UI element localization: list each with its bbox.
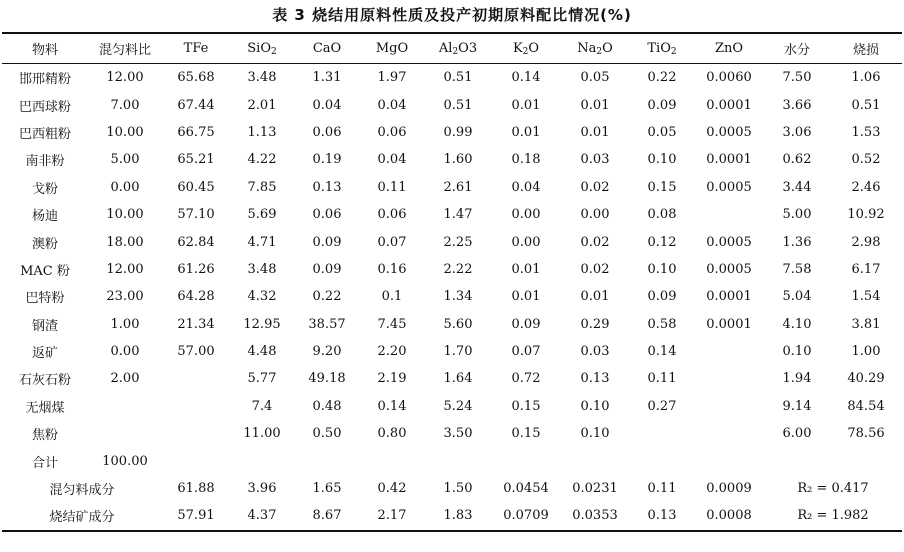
value-cell: [764, 447, 830, 474]
value-cell: [694, 447, 764, 474]
value-cell: [694, 393, 764, 420]
value-cell: 7.50: [782, 70, 812, 86]
value-cell: 2.25: [443, 234, 473, 250]
table-row: [2, 119, 902, 146]
column-header-main: TiO: [647, 40, 671, 56]
value-cell: 60.45: [177, 179, 215, 195]
table-row: [2, 393, 902, 420]
column-header-subscript: 2: [596, 46, 603, 57]
value-cell: 4.10: [782, 316, 812, 332]
value-cell: 0.09: [647, 97, 677, 113]
value-cell: 10.00: [106, 207, 144, 223]
summary-value-cell: 8.67: [312, 508, 342, 524]
value-cell: 5.00: [110, 152, 140, 168]
value-cell: 23.00: [106, 289, 144, 305]
column-header-subscript: 2: [452, 46, 459, 57]
value-cell: [230, 447, 294, 474]
column-header: [360, 33, 424, 64]
column-header-tail: O3: [458, 40, 478, 56]
material-name-cell: 返矿: [31, 346, 58, 362]
value-cell: 4.71: [247, 234, 277, 250]
value-cell: 0.00: [580, 207, 610, 223]
value-cell: 0.72: [511, 371, 541, 387]
column-header-main: 水分: [783, 43, 810, 58]
summary-value-cell: 0.0008: [706, 508, 752, 524]
column-header-main: K: [512, 40, 523, 56]
value-cell: 0.14: [377, 398, 407, 414]
value-cell: 65.68: [177, 70, 215, 86]
value-cell: 3.50: [443, 426, 473, 442]
value-cell: 0.15: [511, 426, 541, 442]
value-cell: 0.0001: [706, 97, 752, 113]
value-cell: 9.14: [782, 398, 812, 414]
column-header: [764, 33, 830, 64]
table-row: [2, 91, 902, 118]
summary-value-cell: 1.50: [443, 481, 473, 497]
column-header-main: 烧损: [852, 43, 879, 58]
summary-row: [2, 475, 902, 502]
value-cell: 9.20: [312, 344, 342, 360]
value-cell: 3.48: [247, 261, 277, 277]
value-cell: 0.04: [312, 97, 342, 113]
value-cell: 1.00: [110, 316, 140, 332]
value-cell: 0.12: [647, 234, 677, 250]
summary-value-cell: 2.17: [377, 508, 407, 524]
value-cell: [162, 365, 230, 392]
value-cell: 12.00: [106, 70, 144, 86]
value-cell: 0.15: [511, 398, 541, 414]
table-body: [2, 64, 902, 531]
column-header: [492, 33, 560, 64]
value-cell: 5.24: [443, 398, 473, 414]
value-cell: 3.66: [782, 97, 812, 113]
value-cell: 11.00: [243, 426, 281, 442]
value-cell: 12.95: [243, 316, 281, 332]
value-cell: [560, 447, 630, 474]
value-cell: 10.00: [106, 124, 144, 140]
column-header-main: ZnO: [714, 41, 744, 56]
summary-value-cell: 4.37: [247, 508, 277, 524]
value-cell: 0.11: [377, 179, 407, 195]
value-cell: 0.13: [580, 371, 610, 387]
value-cell: [630, 420, 694, 447]
value-cell: 1.97: [377, 70, 407, 86]
material-name-cell: 巴西粗粉: [18, 126, 71, 142]
value-cell: 57.10: [177, 207, 215, 223]
value-cell: 0.01: [580, 124, 610, 140]
value-cell: 0.07: [377, 234, 407, 250]
column-header-main: SiO: [247, 40, 271, 56]
table-row: [2, 365, 902, 392]
column-header-tail: O: [528, 40, 540, 56]
column-header: [630, 33, 694, 64]
material-name-cell: MAC 粉: [20, 263, 70, 279]
value-cell: 0.0001: [706, 316, 752, 332]
value-cell: 0.0001: [706, 152, 752, 168]
summary-label: 混匀料成分: [49, 483, 115, 499]
column-header: [294, 33, 360, 64]
value-cell: 3.06: [782, 124, 812, 140]
basicity-r2-cell: R₂ = 0.417: [797, 481, 869, 497]
table-row: [2, 146, 902, 173]
column-header-main: 混匀料比: [98, 43, 151, 58]
value-cell: 0.0005: [706, 261, 752, 277]
value-cell: 4.48: [247, 344, 277, 360]
material-name-cell: 巴特粉: [25, 291, 65, 307]
table-row: [2, 201, 902, 228]
summary-value-cell: 0.0353: [572, 508, 618, 524]
value-cell: [630, 447, 694, 474]
value-cell: 40.29: [847, 371, 885, 387]
summary-value-cell: 0.0454: [503, 481, 549, 497]
column-header-main: TFe: [183, 41, 209, 56]
value-cell: 0.51: [443, 70, 473, 86]
summary-label: 烧结矿成分: [49, 510, 115, 526]
value-cell: 0.62: [782, 152, 812, 168]
summary-value-cell: 0.11: [647, 481, 677, 497]
value-cell: 1.36: [782, 234, 812, 250]
value-cell: 21.34: [177, 316, 215, 332]
value-cell: [88, 420, 162, 447]
value-cell: 0.99: [443, 124, 473, 140]
value-cell: 61.26: [177, 261, 215, 277]
column-header-main: 物料: [31, 43, 58, 58]
value-cell: 64.28: [177, 289, 215, 305]
value-cell: 0.03: [580, 344, 610, 360]
column-header-tail: O: [602, 40, 613, 56]
summary-value-cell: 0.42: [377, 481, 407, 497]
summary-value-cell: 3.96: [247, 481, 277, 497]
value-cell: 65.21: [177, 152, 215, 168]
value-cell: 5.00: [782, 207, 812, 223]
value-cell: 1.64: [443, 371, 473, 387]
material-name-cell: 杨迪: [31, 209, 58, 225]
value-cell: 0.10: [580, 426, 610, 442]
value-cell: 5.60: [443, 316, 473, 332]
value-cell: [492, 447, 560, 474]
value-cell: [294, 447, 360, 474]
value-cell: 0.05: [580, 70, 610, 86]
value-cell: 0.58: [647, 316, 677, 332]
value-cell: 0.80: [377, 426, 407, 442]
value-cell: 0.16: [377, 261, 407, 277]
raw-materials-table: [2, 32, 902, 532]
value-cell: 38.57: [308, 316, 346, 332]
value-cell: 1.06: [851, 70, 881, 86]
summary-row: [2, 502, 902, 530]
value-cell: 1.00: [851, 344, 881, 360]
value-cell: 2.20: [377, 344, 407, 360]
value-cell: 0.0005: [706, 179, 752, 195]
value-cell: 49.18: [308, 371, 346, 387]
value-cell: 1.94: [782, 371, 812, 387]
column-header-main: Al: [438, 40, 453, 56]
material-name-cell: 无烟煤: [25, 400, 65, 416]
value-cell: 0.01: [511, 124, 541, 140]
value-cell: 0.15: [647, 179, 677, 195]
value-cell: 67.44: [177, 97, 215, 113]
value-cell: 18.00: [106, 234, 144, 250]
value-cell: 2.19: [377, 371, 407, 387]
value-cell: 0.0001: [706, 289, 752, 305]
value-cell: [162, 447, 230, 474]
column-header-main: MgO: [375, 41, 409, 56]
material-name-cell: 钢渣: [31, 318, 58, 334]
material-name-cell: 石灰石粉: [18, 373, 71, 389]
column-header: [88, 33, 162, 64]
value-cell: 7.58: [782, 261, 812, 277]
value-cell: [162, 420, 230, 447]
value-cell: 0.08: [647, 207, 677, 223]
value-cell: 3.48: [247, 70, 277, 86]
value-cell: 0.04: [377, 152, 407, 168]
value-cell: 1.47: [443, 207, 473, 223]
summary-value-cell: 1.65: [312, 481, 342, 497]
value-cell: [694, 201, 764, 228]
value-cell: 12.00: [106, 261, 144, 277]
value-cell: 6.17: [851, 261, 881, 277]
table-title: 表 3 烧结用原料性质及投产初期原料配比情况(%): [272, 6, 632, 24]
material-name-cell: 邯邢精粉: [18, 72, 71, 88]
table-row: [2, 174, 902, 201]
value-cell: 84.54: [847, 398, 885, 414]
column-header-subscript: 2: [522, 46, 529, 57]
value-cell: 0.1: [381, 289, 403, 305]
basicity-r2-cell: R₂ = 1.982: [797, 508, 869, 524]
column-header: [2, 33, 88, 64]
value-cell: 4.32: [247, 289, 277, 305]
value-cell: 0.50: [312, 426, 342, 442]
value-cell: 3.44: [782, 179, 812, 195]
value-cell: 5.77: [247, 371, 277, 387]
column-header: [424, 33, 492, 64]
value-cell: 78.56: [847, 426, 885, 442]
summary-value-cell: 1.83: [443, 508, 473, 524]
value-cell: 57.00: [177, 344, 215, 360]
value-cell: 0.48: [312, 398, 342, 414]
value-cell: 0.06: [377, 124, 407, 140]
material-name-cell: 合计: [31, 455, 58, 471]
material-name-cell: 澳粉: [31, 236, 58, 252]
value-cell: 2.61: [443, 179, 473, 195]
value-cell: 7.45: [377, 316, 407, 332]
value-cell: 0.0005: [706, 124, 752, 140]
value-cell: 0.09: [312, 234, 342, 250]
value-cell: 0.04: [511, 179, 541, 195]
summary-value-cell: 0.0231: [572, 481, 618, 497]
value-cell: 1.53: [851, 124, 881, 140]
value-cell: 5.04: [782, 289, 812, 305]
value-cell: 0.10: [580, 398, 610, 414]
value-cell: 7.85: [247, 179, 277, 195]
value-cell: [694, 338, 764, 365]
summary-value-cell: 0.0709: [503, 508, 549, 524]
value-cell: 0.27: [647, 398, 677, 414]
value-cell: 0.01: [580, 97, 610, 113]
value-cell: 0.52: [851, 152, 881, 168]
value-cell: 0.02: [580, 261, 610, 277]
value-cell: 0.00: [110, 179, 140, 195]
value-cell: 0.06: [312, 124, 342, 140]
value-cell: 0.0005: [706, 234, 752, 250]
value-cell: 1.70: [443, 344, 473, 360]
value-cell: [694, 420, 764, 447]
header-row: [2, 33, 902, 64]
table-row: [2, 447, 902, 474]
value-cell: 0.09: [647, 289, 677, 305]
summary-value-cell: 61.88: [177, 481, 215, 497]
value-cell: [88, 393, 162, 420]
value-cell: 4.22: [247, 152, 277, 168]
value-cell: 0.01: [580, 289, 610, 305]
material-name-cell: 焦粉: [31, 428, 58, 444]
value-cell: [162, 393, 230, 420]
value-cell: 0.10: [647, 261, 677, 277]
value-cell: 0.00: [511, 207, 541, 223]
column-header-main: CaO: [312, 41, 342, 56]
value-cell: 2.46: [851, 179, 881, 195]
table-row: [2, 420, 902, 447]
value-cell: 66.75: [177, 124, 215, 140]
value-cell: 7.4: [251, 398, 273, 414]
value-cell: 0.10: [782, 344, 812, 360]
value-cell: 0.22: [647, 70, 677, 86]
value-cell: 5.69: [247, 207, 277, 223]
value-cell: 2.00: [110, 371, 140, 387]
value-cell: [830, 447, 902, 474]
value-cell: 2.98: [851, 234, 881, 250]
table-row: [2, 311, 902, 338]
value-cell: 0.04: [377, 97, 407, 113]
column-header: [162, 33, 230, 64]
summary-value-cell: 57.91: [177, 508, 215, 524]
value-cell: 0.06: [312, 207, 342, 223]
value-cell: 10.92: [847, 207, 885, 223]
value-cell: 0.03: [580, 152, 610, 168]
column-header-subscript: 2: [670, 46, 677, 57]
value-cell: 0.14: [647, 344, 677, 360]
value-cell: 1.60: [443, 152, 473, 168]
value-cell: 0.01: [511, 289, 541, 305]
value-cell: 100.00: [102, 453, 148, 469]
value-cell: 1.34: [443, 289, 473, 305]
value-cell: 0.09: [511, 316, 541, 332]
value-cell: 0.19: [312, 152, 342, 168]
value-cell: 0.01: [511, 97, 541, 113]
value-cell: [694, 365, 764, 392]
column-header: [230, 33, 294, 64]
value-cell: 2.01: [247, 97, 277, 113]
value-cell: 0.13: [312, 179, 342, 195]
value-cell: 0.10: [647, 152, 677, 168]
value-cell: 0.09: [312, 261, 342, 277]
value-cell: 6.00: [782, 426, 812, 442]
table-row: [2, 283, 902, 310]
value-cell: 0.0060: [706, 70, 752, 86]
value-cell: 0.18: [511, 152, 541, 168]
value-cell: 1.54: [851, 289, 881, 305]
value-cell: 0.00: [511, 234, 541, 250]
value-cell: 62.84: [177, 234, 215, 250]
value-cell: 0.00: [110, 344, 140, 360]
material-name-cell: 巴西球粉: [18, 99, 71, 115]
value-cell: 7.00: [110, 97, 140, 113]
material-name-cell: 南非粉: [25, 154, 65, 170]
column-header: [560, 33, 630, 64]
value-cell: 0.02: [580, 179, 610, 195]
value-cell: 1.31: [312, 70, 342, 86]
value-cell: [424, 447, 492, 474]
table-row: [2, 338, 902, 365]
summary-value-cell: 0.13: [647, 508, 677, 524]
value-cell: 0.51: [851, 97, 881, 113]
value-cell: 3.81: [851, 316, 881, 332]
value-cell: 0.14: [511, 70, 541, 86]
column-header: [694, 33, 764, 64]
value-cell: 0.29: [580, 316, 610, 332]
material-name-cell: 戈粉: [31, 181, 58, 197]
column-header-main: Na: [577, 40, 597, 56]
table-row: [2, 256, 902, 283]
value-cell: 0.11: [647, 371, 677, 387]
column-header-subscript: 2: [271, 46, 277, 57]
value-cell: 0.07: [511, 344, 541, 360]
value-cell: 2.22: [443, 261, 473, 277]
column-header: [830, 33, 902, 64]
value-cell: 0.01: [511, 261, 541, 277]
value-cell: 0.22: [312, 289, 342, 305]
value-cell: 0.05: [647, 124, 677, 140]
value-cell: 1.13: [247, 124, 277, 140]
table-row: [2, 64, 902, 92]
value-cell: 0.02: [580, 234, 610, 250]
value-cell: 0.06: [377, 207, 407, 223]
summary-value-cell: 0.0009: [706, 481, 752, 497]
table-header: [2, 33, 902, 64]
value-cell: [360, 447, 424, 474]
table-row: [2, 228, 902, 255]
value-cell: 0.51: [443, 97, 473, 113]
